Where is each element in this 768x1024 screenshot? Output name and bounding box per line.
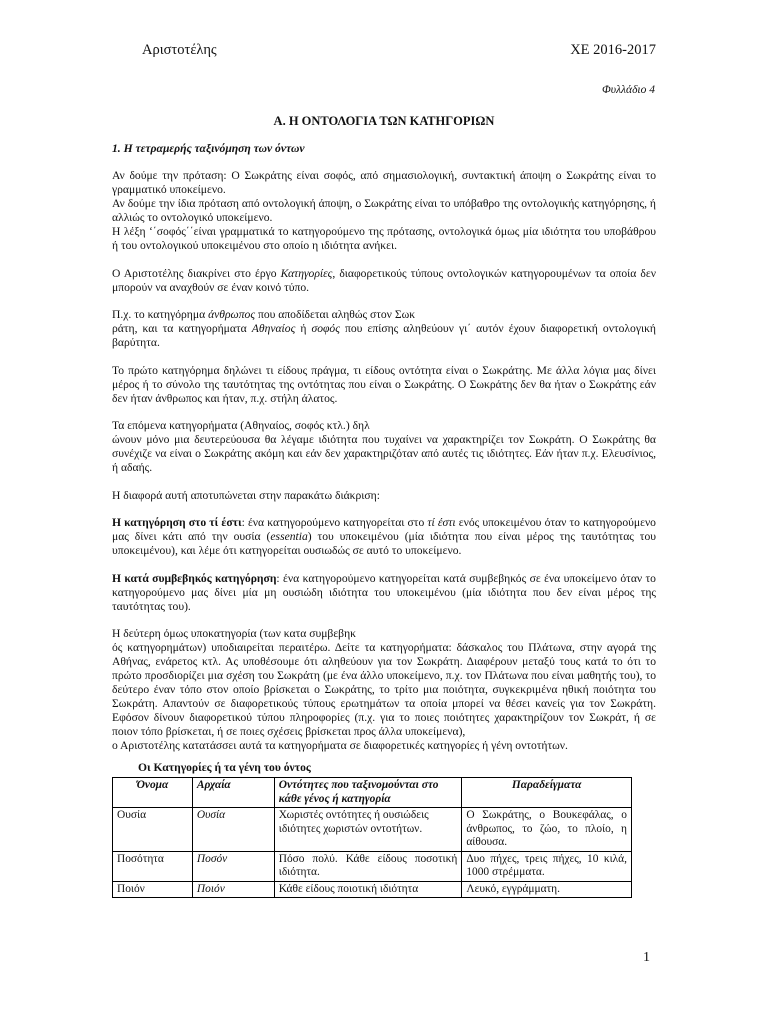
work-title: Κατηγορίες [280, 266, 333, 280]
categories-table [112, 777, 632, 898]
table-caption: Οι Κατηγορίες ή τα γένη του όντος [138, 761, 311, 774]
paragraph-intro [112, 169, 656, 253]
intro-sentence-1: Αν δούμε την πρόταση: Ο Σωκράτης είναι σοφός, από σημασιολογική, συντακτική άποψη ο Σωκράτης είναι το γραμματικό υποκείμενο. [112, 169, 656, 196]
paragraph-distinction-intro: Η διαφορά αυτή αποτυπώνεται στην παρακάτω διάκριση: [112, 488, 380, 502]
term-essential: Η κατηγόρηση στο τί έστι [112, 516, 242, 529]
header-year: ΧΕ 2016-2017 [570, 42, 656, 58]
header-name: Όνομα [113, 778, 193, 808]
header-examples: Παραδείγματα [462, 778, 632, 808]
document-body [112, 142, 656, 898]
paragraph-example: Π.χ. το κατηγόρημα άνθρωπος που αποδίδεται αληθώς στον Σωκ ράτη, και τα κατηγορήματα Αθηναίος ή σοφός που επίσης αληθεύουν γι΄ αυτόν έχουν διαφορετική οντολογική βαρύτητα. [112, 308, 656, 349]
paragraph-next-predicates: Τα επόμενα κατηγορήματα (Αθηναίος, σοφός κτλ.) δηλ ώνουν μόνο μια δευτερεύουσα θα λέγαμε ιδιότητα που τυχαίνει να χαρακτηρίζει τον Σωκράτη. Ο Σωκράτης θα συνέχιζε να είναι ο Σωκράτης ακόμη και εάν δεν χαρακτηριζόταν από αυτές τις ιδιότητες. Εάν ήταν π.χ. Ελευσίνιος, ή αδαής. [112, 419, 656, 474]
paragraph-essential-predication: Η κατηγόρηση στο τί έστι: ένα κατηγορούμενο κατηγορείται στο τί έστι ενός υποκειμένου όταν το κατηγορούμενο μας δίνει κάτι από την ουσία (essentia) του υποκειμένου (μία ιδιότητα που είναι μέρος της ταυτότητας του υποκειμένου), και λέμε ότι κατηγορείται ουσιωδώς σε αυτό το υποκείμενο. [112, 516, 656, 557]
intro-sentence-2: Αν δούμε την ίδια πρόταση από οντολογική άποψη, ο Σωκράτης είναι το υπόβαθρο της οντολογικής κατηγόρησης, ή αλλιώς το οντολογικό υποκείμενο. [112, 197, 656, 224]
document-title: Α. Η ΟΝΤΟΛΟΓΙΑ ΤΩΝ ΚΑΤΗΓΟΡΙΩΝ [273, 114, 495, 128]
sheet-label: Φυλλάδιο 4 [602, 84, 655, 96]
table-row: Ποσότητα Ποσόν Πόσο πολύ. Κάθε είδους ποσοτική ιδιότητα. Δυο πήχες, τρεις πήχες, 10 κιλά, 1000 στρέμματα. [113, 851, 632, 881]
table-header-row [113, 778, 632, 808]
page-number: 1 [643, 950, 650, 965]
paragraph-categories-work: Ο Αριστοτέλης διακρίνει στο έργο Κατηγορίες, διαφορετικούς τύπους οντολογικών κατηγορουμένων τα οποία δεν μπορούν να αναχθούν σε έναν κοινό τύπο. [112, 266, 656, 294]
table-row: Ποιόν Ποιόν Κάθε είδους ποιοτική ιδιότητα Λευκό, εγγράμματη. [113, 881, 632, 898]
table-row: Ουσία Ουσία Χωριστές οντότητες ή ουσιώδεις ιδιότητες χωριστών οντοτήτων. Ο Σωκράτης, ο Βουκεφάλας, ο άνθρωπος, το ζώο, το πλοίο, η αίθουσα. [113, 808, 632, 852]
section-heading: 1. Η τετραμερής ταξινόμηση των όντων [112, 142, 305, 155]
paragraph-accidental-predication: Η κατά συμβεβηκός κατηγόρηση: ένα κατηγορούμενο κατηγορείται κατά συμβεβηκός σε ένα υποκείμενο όταν το κατηγορούμενο μας δίνει μία μη ουσιώδη ιδιότητα του υποκειμένου (μία ιδιότητα που δεν είναι μέρος της ταυτότητας του). [112, 571, 656, 613]
header-ancient: Αρχαία [192, 778, 274, 808]
term-accidental: Η κατά συμβεβηκός κατηγόρηση [112, 571, 277, 585]
paragraph-subdivision: Η δεύτερη όμως υποκατηγορία (των κατα συμβεβηκ ός κατηγορημάτων) υποδιαιρείται περαιτέρω. Δείτε τα κατηγορήματα: δάσκαλος του Πλάτωνα, στην αγορά της Αθήνας, ενάρετος κτλ. Ας υποθέσουμε ότι αληθεύουν για τον Σωκράτη. Διαφέρουν μεταξύ τους κατά το ότι το πρώτο προσδιορίζει μια σχέση του Σωκράτη (με ένα άλλο υποκείμενο, π.χ. τον Πλάτωνα που είναι μαθητής του), το δεύτερο έναν τόπο στον οποίο βρίσκεται ο Σωκράτης, το τρίτο μια ποιότητα, συγκεκριμένα ηθική ποιότητα του Σωκράτη. Απαντούν σε διαφορετικούς τύπους ερωτημάτων τα οποία μπορεί να θέσει κανείς για τον Σωκράτη. Εφόσον δίνουν διαφορετικού τύπου πληροφορίες (π.χ. για το ποιες ποιότητες χαρακτηρίζουν τον Σωκράτ, ή σε ποιον τόπο βρίσκεται, ή σε ποιες σχέσεις βρίσκεται προς άλλα υποκείμενα), ο Αριστοτέλης κατατάσσει αυτά τα κατηγορήματα σε διαφορετικές κατηγορίες ή γένη οντοτήτων. [112, 627, 656, 752]
intro-sentence-3: Η λέξη ‘΄σοφός΄΄είναι γραμματικά το κατηγορούμενο της πρότασης, οντολογικά όμως μία ιδιότητα του υποβάθρου ή του οντολογικού υποκειμένου στο οποίο η ιδιότητα ανήκει. [112, 225, 656, 252]
header-entities: Οντότητες που ταξινομούνται στο κάθε γένος ή κατηγορία [274, 778, 462, 808]
header-author: Αριστοτέλης [142, 42, 217, 58]
paragraph-first-predicate: Το πρώτο κατηγόρημα δηλώνει τι είδους πράγμα, τι είδους οντότητα είναι ο Σωκράτης. Με άλλα λόγια μας δίνει μέρος ή το σύνολο της ταυτότητας της οντότητας που είναι ο Σωκράτης. Ο Σωκράτης δεν θα ήταν ο Σωκράτης εάν δεν ήταν άνθρωπος και ήταν, π.χ. στήλη άλατος. [112, 363, 656, 405]
